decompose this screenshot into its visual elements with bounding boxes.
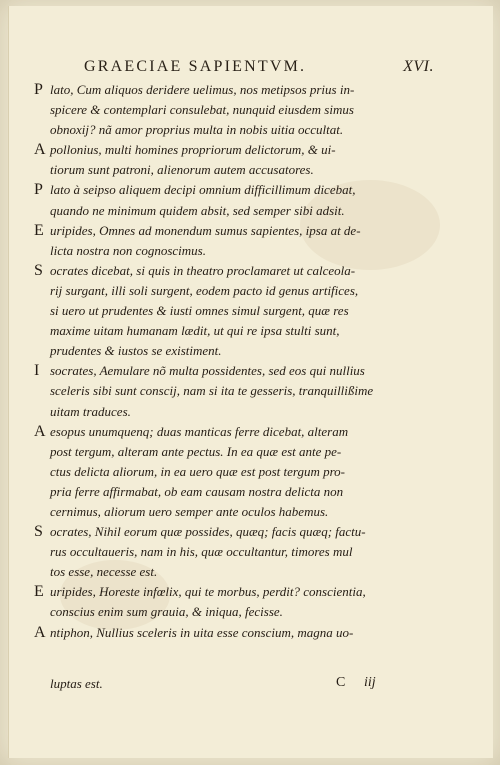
aphorism-entry — [34, 140, 434, 180]
line-text: esopus unumquenq; duas manticas ferre dicebat, alteram — [50, 423, 349, 439]
text-line — [34, 542, 434, 562]
text-line — [34, 462, 434, 482]
line-text: post tergum, alteram ante pectus. In ea quæ est ante pe- — [50, 443, 342, 459]
aphorism-entry — [34, 623, 434, 643]
line-text: socrates, Aemulare nõ multa possidentes, sed eos qui nullius — [50, 363, 365, 379]
line-text: sceleris sibi sunt conscij, nam si ita te gesseris, tranquillißime — [50, 383, 374, 399]
initial-letter: E — [34, 221, 44, 239]
aphorism-entry — [34, 361, 434, 421]
initial-letter: A — [34, 422, 46, 440]
aphorism-entry — [34, 80, 434, 140]
line-text: uripides, Horeste infœlix, qui te morbus, perdit? conscientia, — [50, 584, 366, 600]
line-text: maxime uitam humanam lædit, ut qui re ipsa stulti sunt, — [50, 323, 340, 339]
line-text: ctus delicta aliorum, in ea uero quæ est post tergum pro- — [50, 463, 346, 479]
line-text: ocrates dicebat, si quis in theatro proclamaret ut calceola- — [50, 262, 356, 278]
text-line — [34, 522, 434, 542]
signature-mark — [322, 675, 412, 695]
text-line — [34, 341, 434, 361]
line-text: prudentes & iustos se existiment. — [50, 343, 222, 359]
line-text: conscius enim sum grauia, & iniqua, fecisse. — [50, 604, 283, 620]
line-text: pria ferre affirmabat, ob eam causam nostra delicta non — [50, 483, 344, 499]
text-line — [34, 80, 434, 100]
line-text: uripides, Omnes ad monendum sumus sapientes, ipsa at de- — [50, 222, 361, 238]
line-text: uitam traduces. — [50, 403, 131, 419]
line-text: rus occultaueris, nam in his, quæ occultantur, timores mul — [50, 544, 353, 560]
line-text: lato, Cum aliquos deridere uelimus, nos metipsos prius in- — [50, 82, 355, 97]
text-line — [34, 623, 434, 643]
line-text: rij surgant, illi soli surgent, eodem pacto id genus artifices, — [50, 282, 359, 298]
aphorism-entry — [34, 422, 434, 522]
line-text: si uero ut prudentes & iusti omnes simul surgent, quæ res — [50, 303, 349, 319]
aphorism-entry — [34, 582, 434, 622]
text-line — [34, 381, 434, 401]
line-text: ocrates, Nihil eorum quæ possides, quæq; facis quæq; factu- — [50, 524, 366, 540]
line-text: tiorum sunt patroni, alienorum autem accusatores. — [50, 162, 314, 178]
line-text: ntiphon, Nullius sceleris in uita esse conscium, magna uo- — [50, 624, 354, 640]
text-line — [34, 281, 434, 301]
text-line — [34, 582, 434, 602]
aphorism-entry — [34, 221, 434, 261]
initial-letter: S — [34, 523, 43, 541]
text-line — [34, 180, 434, 200]
initial-letter: I — [34, 362, 40, 380]
line-text: lato à seipso aliquem decipi omnium difficillimum dicebat, — [50, 182, 356, 198]
text-line — [34, 201, 434, 221]
text-line — [34, 602, 434, 622]
text-line — [34, 140, 434, 160]
line-text: pollonius, multi homines propriorum delictorum, & ui- — [50, 142, 336, 158]
text-line — [34, 422, 434, 442]
text-line — [34, 241, 434, 261]
text-line — [34, 482, 434, 502]
text-line — [34, 562, 434, 582]
initial-letter: P — [34, 81, 43, 98]
line-text: spicere & contemplari consulebat, nunquid eiusdem simus — [50, 102, 354, 118]
signature-letter: C — [336, 675, 346, 690]
header-title: GRAECIAE SAPIENTVM. — [84, 58, 307, 75]
text-line — [34, 160, 434, 180]
text-line — [34, 402, 434, 422]
text-line — [34, 442, 434, 462]
aphorism-entry — [34, 180, 434, 220]
line-text: obnoxij? nã amor proprius multa in nobis uitia occultat. — [50, 122, 344, 138]
initial-letter: A — [34, 623, 46, 641]
initial-letter: P — [34, 181, 43, 199]
text-line — [34, 100, 434, 120]
text-line — [34, 502, 434, 522]
body-text — [34, 80, 434, 643]
initial-letter: S — [34, 261, 43, 279]
text-line — [34, 301, 434, 321]
line-text: quando ne minimum quidem absit, sed semper sibi adsit. — [50, 202, 345, 218]
signature-number: iij — [364, 675, 376, 690]
initial-letter: E — [34, 583, 44, 601]
text-line — [34, 321, 434, 341]
initial-letter: A — [34, 141, 46, 159]
aphorism-entry — [34, 261, 434, 361]
catchline: luptas est. — [50, 676, 103, 691]
running-header — [84, 58, 434, 80]
line-text: licta nostra non cognoscimus. — [50, 242, 206, 258]
text-line — [34, 221, 434, 241]
line-text: tos esse, necesse est. — [50, 564, 158, 580]
text-line — [34, 120, 434, 140]
text-line — [34, 261, 434, 281]
line-text: cernimus, aliorum uero semper ante oculos habemus. — [50, 503, 329, 519]
folio-number: XVI. — [403, 58, 434, 75]
aphorism-entry — [34, 522, 434, 582]
text-line — [34, 361, 434, 381]
